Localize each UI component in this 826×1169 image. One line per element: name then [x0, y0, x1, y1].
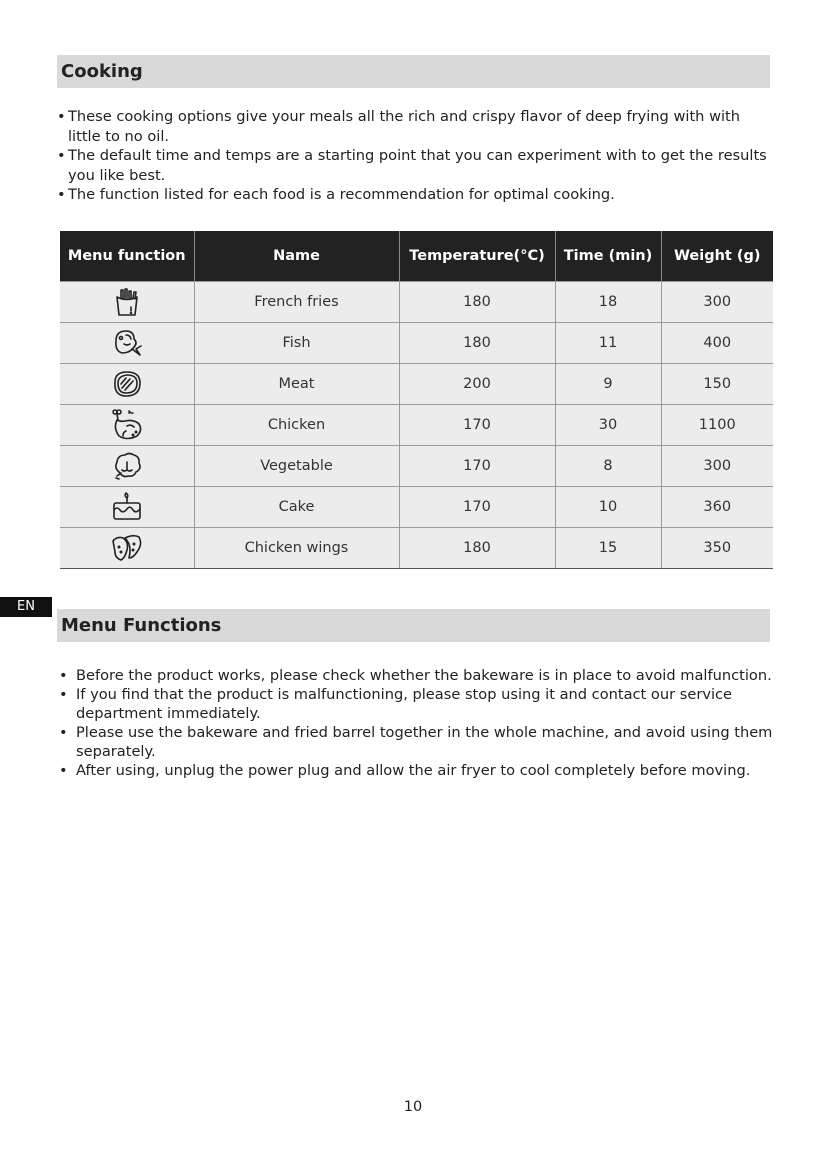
cooking-bullet-list	[57, 107, 777, 205]
menu-function-cell	[60, 446, 194, 487]
temperature-cell: 170	[399, 405, 555, 446]
french-fries-icon	[111, 286, 143, 318]
page-number: 10	[403, 1099, 423, 1115]
table-row	[60, 446, 773, 487]
temperature-cell: 180	[399, 323, 555, 364]
header-temperature: Temperature(°C)	[399, 231, 555, 282]
temperature-cell: 170	[399, 487, 555, 528]
table-row	[60, 487, 773, 528]
list-item: • If you find that the product is malfunctioning, please stop using it and contact our service department immediately.	[57, 685, 777, 723]
vegetable-icon	[110, 450, 144, 482]
time-cell: 30	[555, 405, 661, 446]
menu-function-cell	[60, 282, 194, 323]
time-cell: 9	[555, 364, 661, 405]
table-row	[60, 364, 773, 405]
time-cell: 10	[555, 487, 661, 528]
menu-functions-bullet-list	[57, 666, 777, 780]
weight-cell: 300	[661, 446, 773, 487]
menu-functions-heading: Menu Functions	[57, 609, 770, 642]
weight-cell: 300	[661, 282, 773, 323]
table-header-row	[60, 231, 773, 282]
header-menu-function: Menu function	[60, 231, 194, 282]
temperature-cell: 170	[399, 446, 555, 487]
header-time: Time (min)	[555, 231, 661, 282]
temperature-cell: 200	[399, 364, 555, 405]
header-name: Name	[194, 231, 399, 282]
cooking-heading: Cooking	[57, 55, 770, 88]
name-cell: Meat	[194, 364, 399, 405]
menu-function-cell	[60, 364, 194, 405]
temperature-cell: 180	[399, 528, 555, 569]
weight-cell: 400	[661, 323, 773, 364]
chicken-icon	[109, 408, 145, 442]
list-item: • After using, unplug the power plug and allow the air fryer to cool completely before moving.	[57, 761, 777, 780]
menu-function-cell	[60, 323, 194, 364]
table-row	[60, 282, 773, 323]
name-cell: Chicken wings	[194, 528, 399, 569]
name-cell: Fish	[194, 323, 399, 364]
list-item: • The default time and temps are a starting point that you can experiment with to get the results you like best.	[57, 146, 777, 185]
menu-function-cell	[60, 528, 194, 569]
name-cell: French fries	[194, 282, 399, 323]
table-row	[60, 405, 773, 446]
chicken-wings-icon	[109, 532, 145, 564]
name-cell: Cake	[194, 487, 399, 528]
weight-cell: 1100	[661, 405, 773, 446]
meat-icon	[110, 368, 144, 400]
table-row	[60, 528, 773, 569]
time-cell: 15	[555, 528, 661, 569]
cake-icon	[110, 491, 144, 523]
list-item: • Please use the bakeware and fried barrel together in the whole machine, and avoid using them separately.	[57, 723, 777, 761]
table-row	[60, 323, 773, 364]
weight-cell: 350	[661, 528, 773, 569]
menu-function-cell	[60, 487, 194, 528]
fish-icon	[110, 327, 144, 359]
time-cell: 18	[555, 282, 661, 323]
weight-cell: 360	[661, 487, 773, 528]
temperature-cell: 180	[399, 282, 555, 323]
language-tab: EN	[0, 597, 52, 617]
name-cell: Chicken	[194, 405, 399, 446]
name-cell: Vegetable	[194, 446, 399, 487]
list-item: • These cooking options give your meals all the rich and crispy flavor of deep frying with with little to no oil.	[57, 107, 777, 146]
cooking-table	[60, 231, 773, 569]
list-item: • The function listed for each food is a recommendation for optimal cooking.	[57, 185, 777, 205]
header-weight: Weight (g)	[661, 231, 773, 282]
weight-cell: 150	[661, 364, 773, 405]
menu-function-cell	[60, 405, 194, 446]
time-cell: 11	[555, 323, 661, 364]
time-cell: 8	[555, 446, 661, 487]
list-item: • Before the product works, please check whether the bakeware is in place to avoid malfunction.	[57, 666, 777, 685]
